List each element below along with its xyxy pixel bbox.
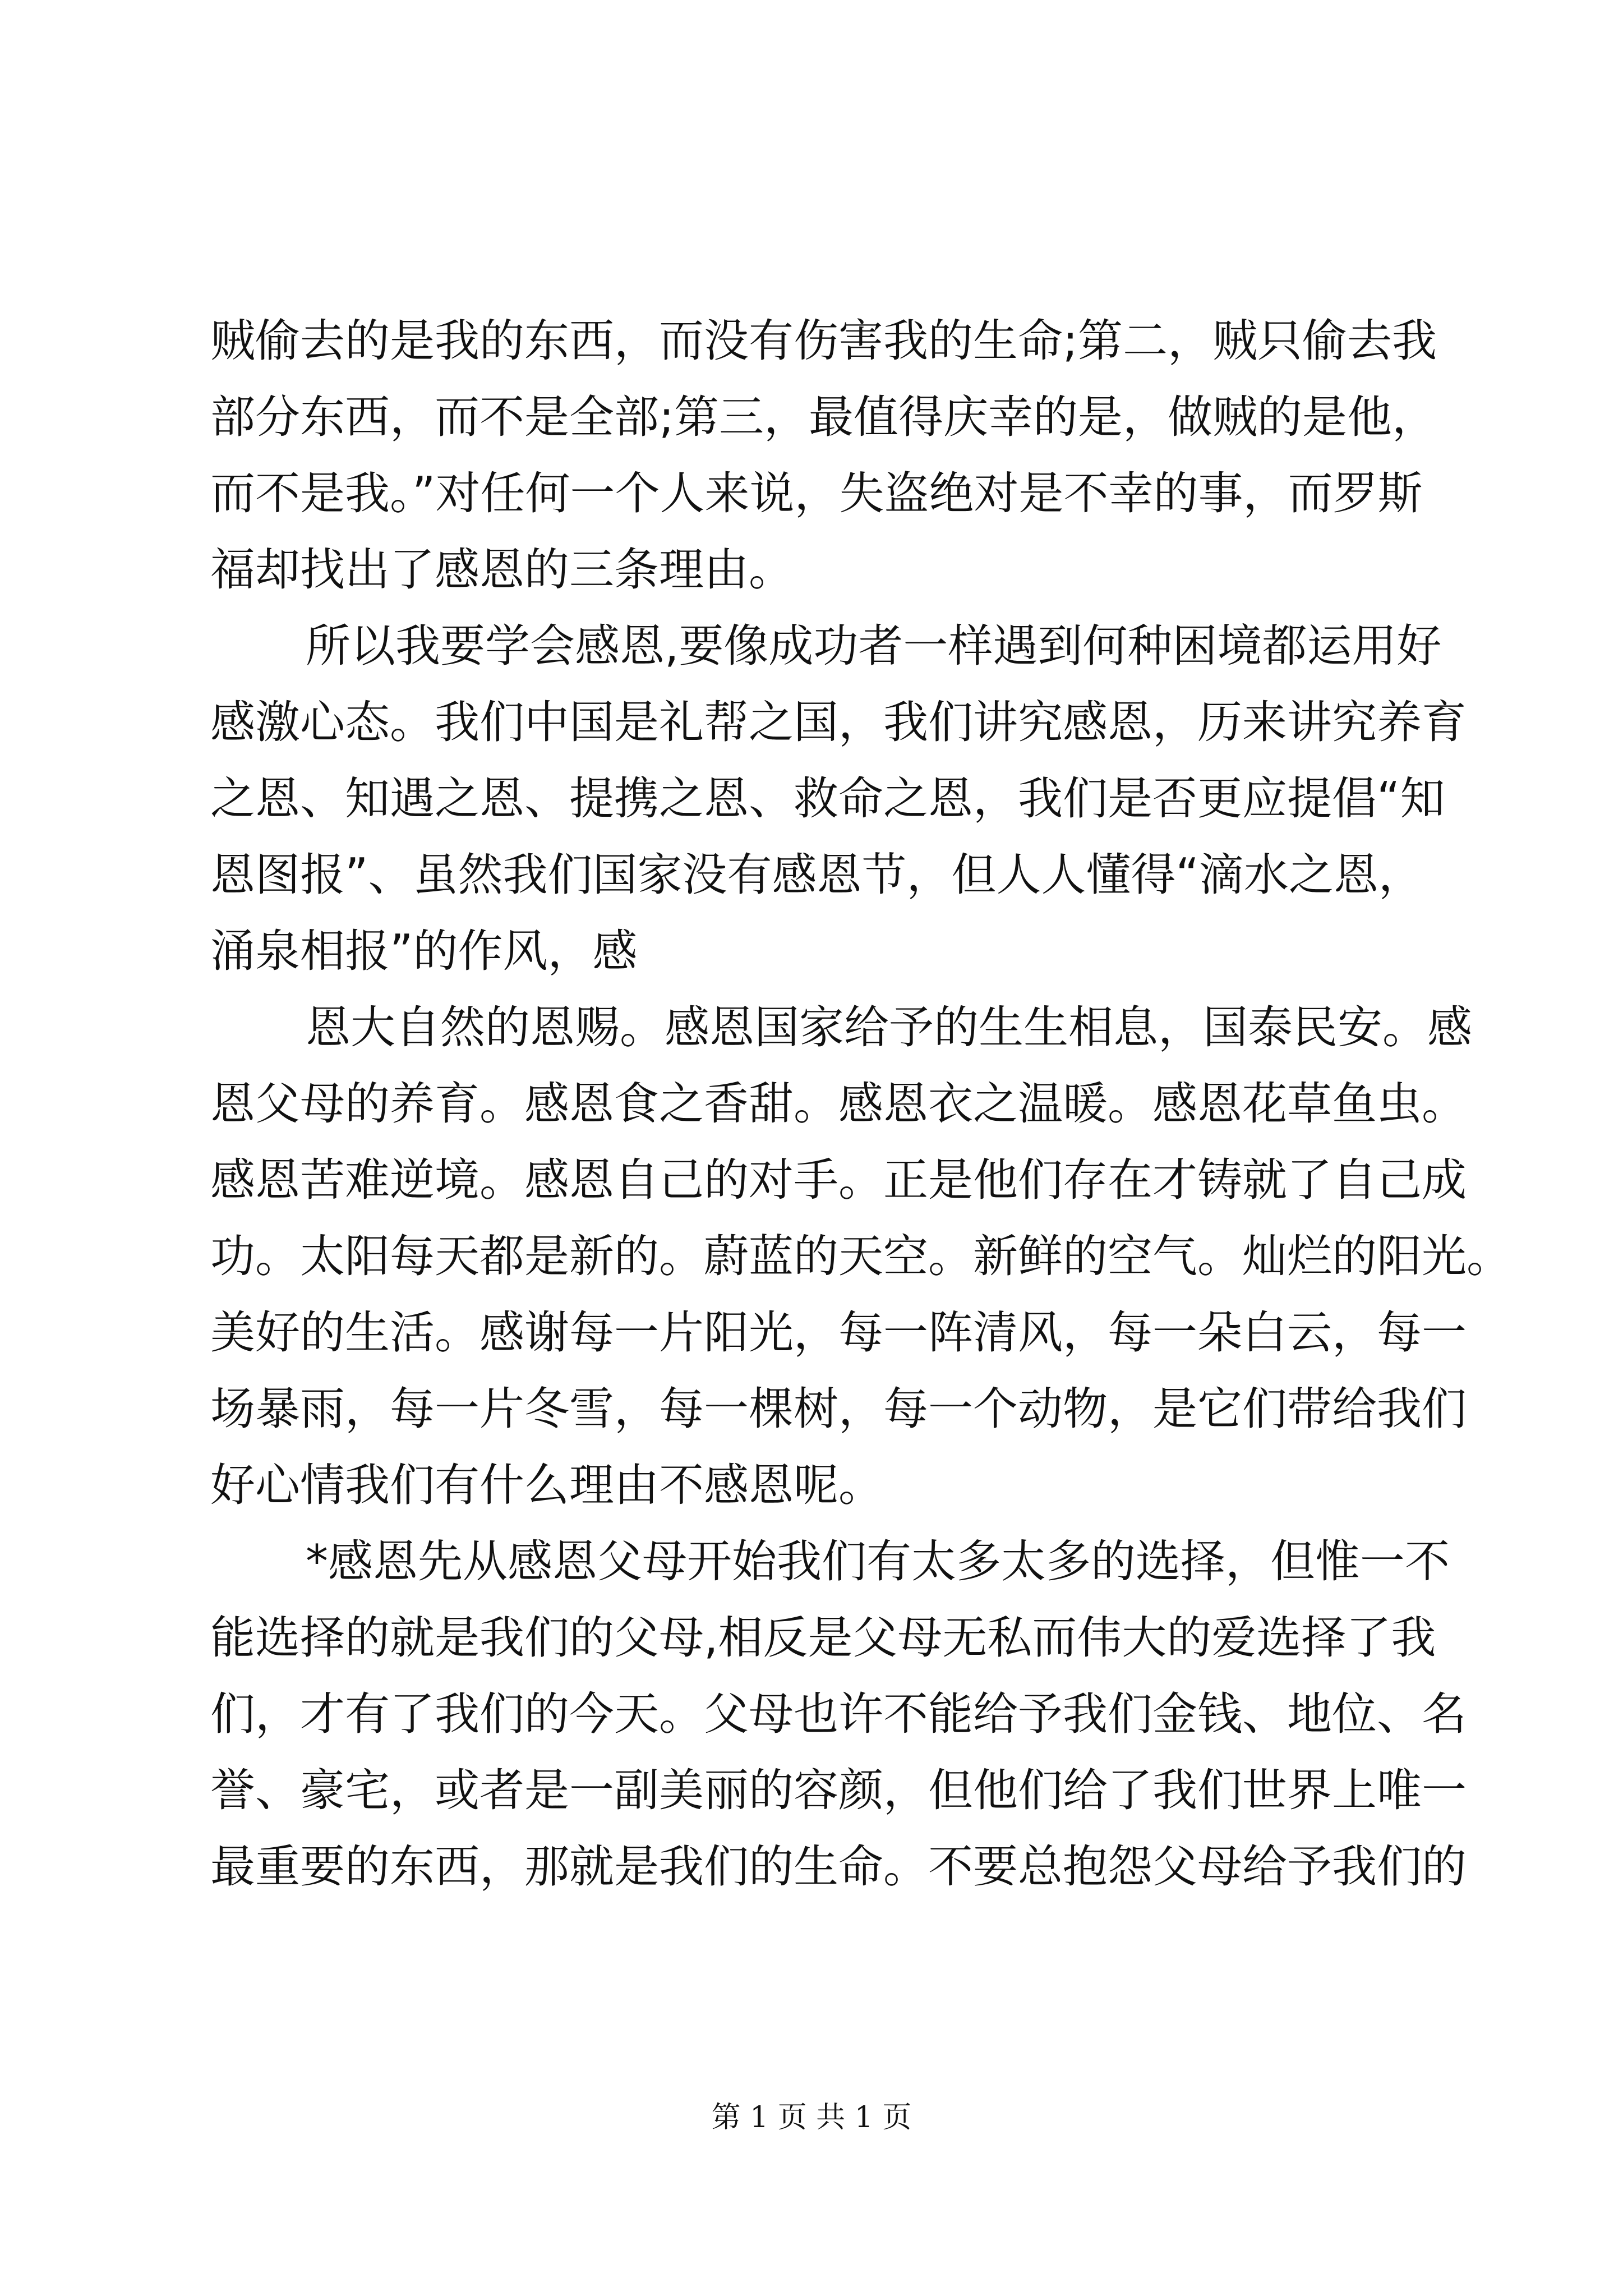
paragraph-1 [210, 303, 1437, 608]
text-line: 场暴雨，每一片冬雪，每一棵树，每一个动物，是它们带给我们 [210, 1383, 1467, 1435]
text-line: 感激心态。我们中国是礼帮之国，我们讲究感恩，历来讲究养育 [210, 696, 1467, 748]
text-line: 部分东西，而不是全部;第三，最值得庆幸的是，做贼的是他， [210, 391, 1437, 443]
text-line: 而不是我。”对任何一个人来说，失盗绝对是不幸的事，而罗斯 [210, 467, 1423, 519]
text-line: 恩图报”、虽然我们国家没有感恩节，但人人懂得“滴水之恩， [210, 849, 1423, 901]
text-line: 恩父母的养育。感恩食之香甜。感恩衣之温暖。感恩花草鱼虫。 [210, 1078, 1467, 1130]
page-footer [0, 2098, 1623, 2137]
paragraph-2 [210, 608, 1467, 990]
text-line: 福却找出了感恩的三条理由。 [210, 544, 794, 596]
paragraph-3 [210, 990, 1511, 1524]
paragraph-4 [210, 1524, 1467, 1905]
text-line: 贼偷去的是我的东西，而没有伤害我的生命;第二，贼只偷去我 [210, 315, 1437, 367]
text-line: 最重要的东西，那就是我们的生命。不要总抱怨父母给予我们的 [210, 1841, 1467, 1893]
document-body [210, 303, 1511, 1905]
text-line: 之恩、知遇之恩、提携之恩、救命之恩，我们是否更应提倡“知 [210, 772, 1445, 825]
text-line: 好心情我们有什么理由不感恩呢。 [210, 1459, 883, 1511]
text-line: 们，才有了我们的今天。父母也许不能给予我们金钱、地位、名 [210, 1688, 1467, 1740]
text-line: 所以我要学会感恩,要像成功者一样遇到何种困境都运用好 [306, 620, 1442, 672]
text-line: *感恩先从感恩父母开始我们有太多太多的选择，但惟一不 [306, 1535, 1450, 1588]
text-line: 能选择的就是我们的父母,相反是父母无私而伟大的爱选择了我 [210, 1612, 1436, 1664]
text-line: 涌泉相报”的作风，感 [210, 925, 638, 977]
text-line: 誉、豪宅，或者是一副美丽的容颜，但他们给了我们世界上唯一 [210, 1764, 1467, 1816]
text-line: 功。太阳每天都是新的。蔚蓝的天空。新鲜的空气。灿烂的阳光。 [210, 1230, 1511, 1282]
text-line: 感恩苦难逆境。感恩自己的对手。正是他们存在才铸就了自己成 [210, 1154, 1467, 1206]
text-line: 美好的生活。感谢每一片阳光，每一阵清风，每一朵白云，每一 [210, 1306, 1467, 1359]
page-number-label: 第 1 页 共 1 页 [711, 2101, 912, 2134]
text-line: 恩大自然的恩赐。感恩国家给予的生生相息，国泰民安。感 [306, 1001, 1472, 1053]
